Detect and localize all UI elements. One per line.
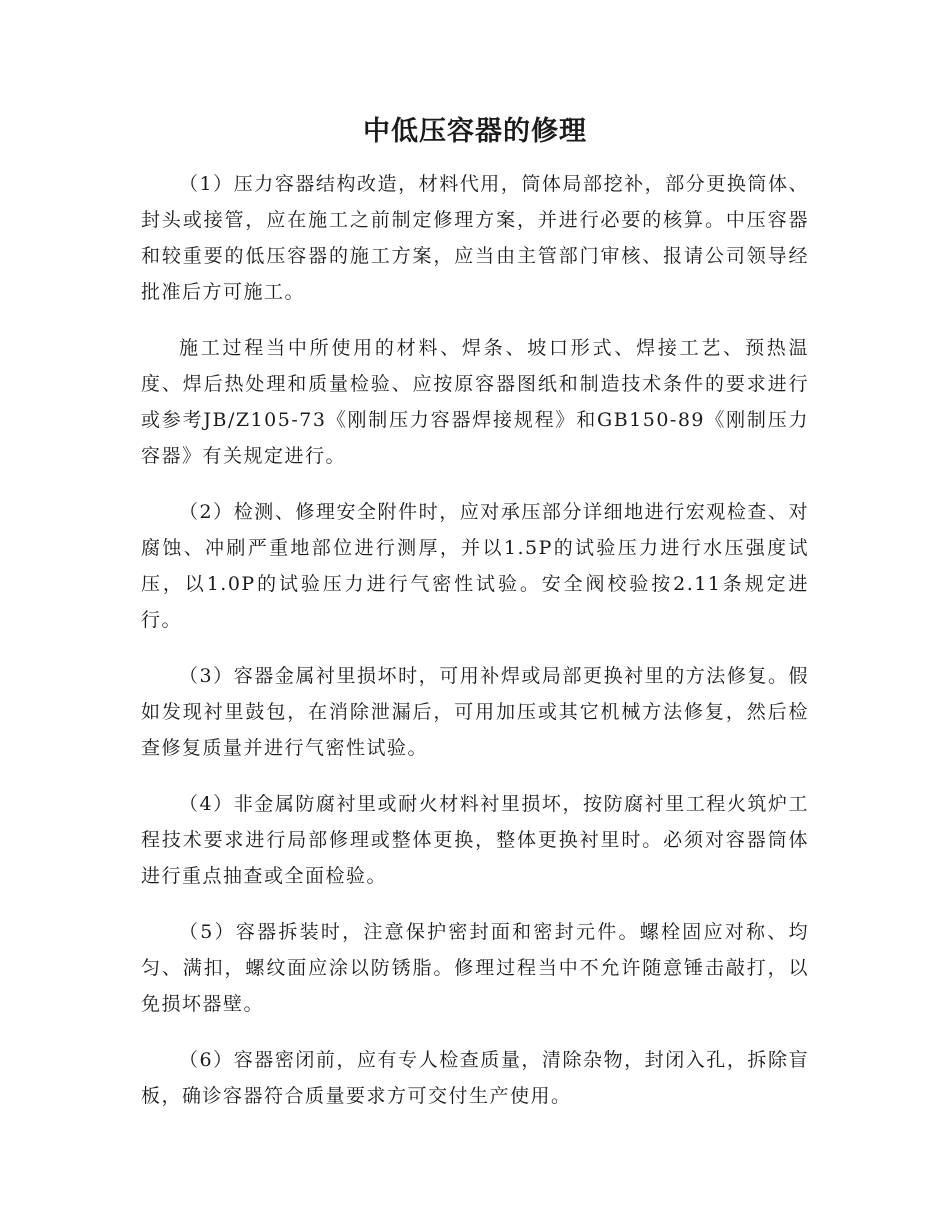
paragraph-5: （4）非金属防腐衬里或耐火材料衬里损坏，按防腐衬里工程火筑炉工程技术要求进行局部修理或整体更换，整体更换衬里时。必须对容器筒体进行重点抽查或全面检验。: [141, 793, 809, 887]
document-page: [141, 112, 809, 1134]
paragraph-7: （6）容器密闭前，应有专人检查质量，清除杂物，封闭入孔，拆除盲板，确诊容器符合质量要求方可交付生产使用。: [141, 1049, 809, 1107]
paragraph-1: （1）压力容器结构改造，材料代用，筒体局部挖补，部分更换筒体、封头或接管，应在施工之前制定修理方案，并进行必要的核算。中压容器和较重要的低压容器的施工方案，应当由主管部门审核、报请公司领导经批准后方可施工。: [141, 173, 809, 303]
paragraph-2: 施工过程当中所使用的材料、焊条、坡口形式、焊接工艺、预热温度、焊后热处理和质量检验、应按原容器图纸和制造技术条件的要求进行或参考JB/Z105-73《刚制压力容器焊接规程》和GB150-89《刚制压力容器》有关规定进行。: [141, 337, 809, 467]
paragraph-4: （3）容器金属衬里损坏时，可用补焊或局部更换衬里的方法修复。假如发现衬里鼓包，在消除泄漏后，可用加压或其它机械方法修复，然后检查修复质量并进行气密性试验。: [141, 665, 809, 759]
paragraph-3: （2）检测、修理安全附件时，应对承压部分详细地进行宏观检查、对腐蚀、冲刷严重地部位进行测厚，并以1.5P的试验压力进行水压强度试压，以1.0P的试验压力进行气密性试验。安全阀校验按2.11条规定进行。: [141, 501, 809, 631]
document-title: 中低压容器的修理: [363, 116, 587, 147]
paragraph-6: （5）容器拆装时，注意保护密封面和密封元件。螺栓固应对称、均匀、满扣，螺纹面应涂以防锈脂。修理过程当中不允许随意锤击敲打，以免损坏器壁。: [141, 921, 809, 1015]
